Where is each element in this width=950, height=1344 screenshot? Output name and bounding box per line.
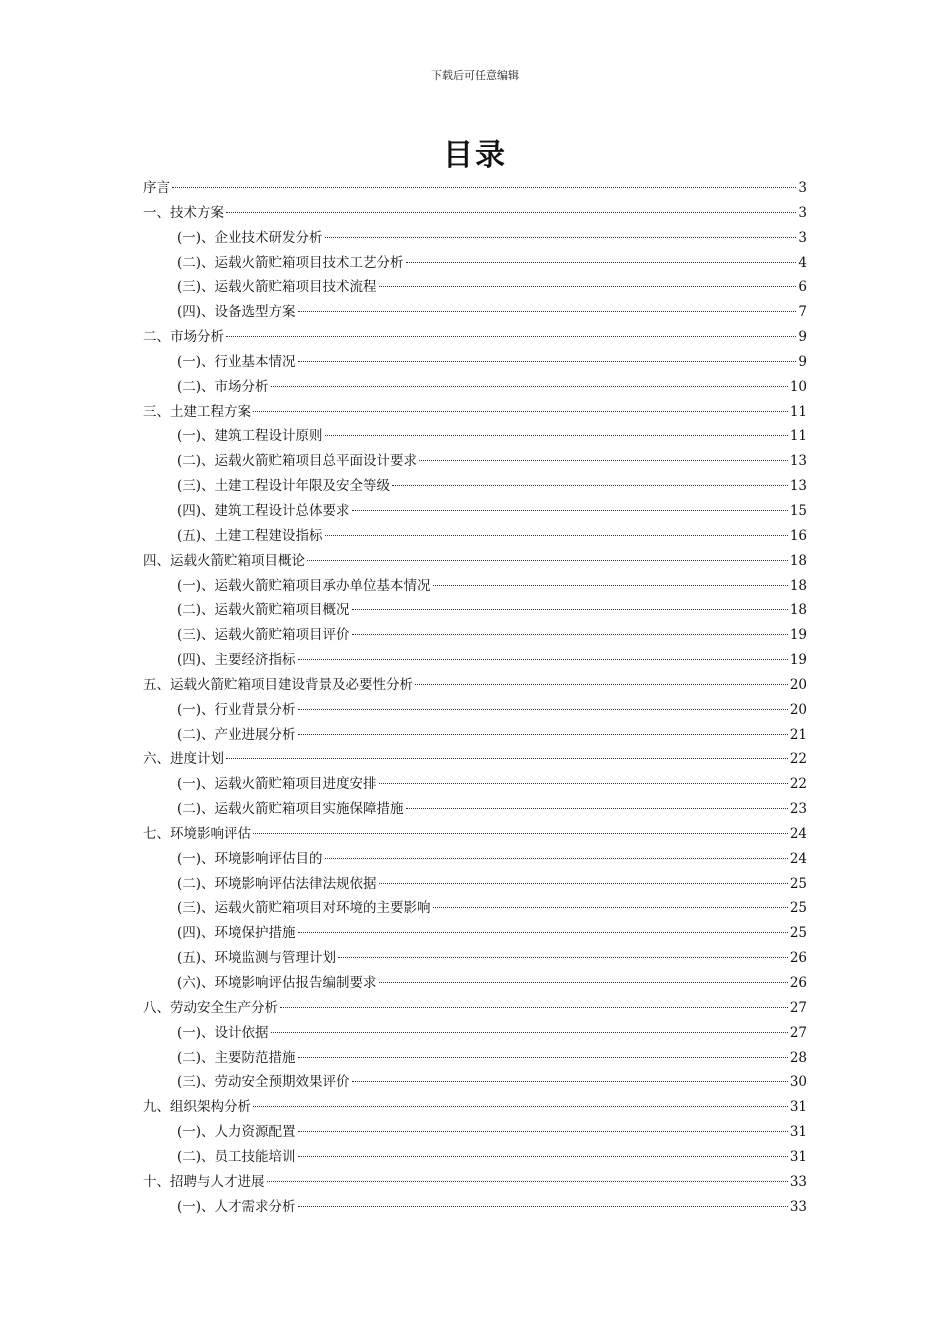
toc-entry[interactable] [143, 400, 807, 425]
toc-entry[interactable] [143, 300, 807, 325]
toc-entry-label: (四)、主要经济指标 [177, 652, 296, 669]
toc-entry[interactable] [143, 201, 807, 226]
toc-entry-label: 一、技术方案 [143, 204, 224, 221]
toc-dot-leader [172, 187, 796, 188]
toc-entry[interactable] [143, 623, 807, 648]
toc-entry[interactable] [143, 648, 807, 673]
toc-dot-leader [379, 982, 788, 983]
toc-entry[interactable] [143, 946, 807, 971]
toc-entry-page: 21 [789, 726, 807, 743]
toc-dot-leader [352, 609, 788, 610]
toc-dot-leader [298, 1057, 788, 1058]
toc-dot-leader [298, 734, 788, 735]
toc-dot-leader [298, 659, 788, 660]
toc-dot-leader [352, 510, 788, 511]
toc-entry-label: (二)、员工技能培训 [177, 1148, 296, 1165]
toc-entry-page: 24 [789, 850, 807, 867]
toc-dot-leader [379, 883, 788, 884]
toc-entry-label: (二)、运载火箭贮箱项目实施保障措施 [177, 801, 404, 818]
toc-entry-label: (五)、土建工程建设指标 [177, 527, 323, 544]
toc-entry-label: (一)、设计依据 [177, 1024, 269, 1041]
toc-entry[interactable] [143, 1021, 807, 1046]
toc-dot-leader [298, 932, 788, 933]
toc-entry[interactable] [143, 251, 807, 276]
toc-dot-leader [338, 957, 788, 958]
toc-entry-label: 九、组织架构分析 [143, 1099, 251, 1116]
toc-entry-label: 五、运载火箭贮箱项目建设背景及必要性分析 [143, 676, 413, 693]
toc-entry[interactable] [143, 723, 807, 748]
toc-entry-page: 13 [789, 453, 807, 470]
toc-dot-leader [325, 858, 788, 859]
toc-entry[interactable] [143, 176, 807, 201]
toc-entry[interactable] [143, 772, 807, 797]
page-title: 目录 [443, 138, 507, 173]
toc-entry-page: 18 [789, 577, 807, 594]
toc-entry-page: 31 [789, 1099, 807, 1116]
toc-entry[interactable] [143, 1145, 807, 1170]
toc-entry-page: 18 [789, 602, 807, 619]
toc-dot-leader [419, 460, 788, 461]
toc-entry-label: (一)、企业技术研发分析 [177, 229, 323, 246]
toc-entry-label: (二)、产业进展分析 [177, 726, 296, 743]
toc-entry-page: 16 [789, 527, 807, 544]
toc-dot-leader [379, 783, 788, 784]
toc-entry-label: (一)、人力资源配置 [177, 1124, 296, 1141]
toc-entry-label: (六)、环境影响评估报告编制要求 [177, 975, 377, 991]
toc-entry-page: 31 [789, 1148, 807, 1165]
toc-dot-leader [352, 634, 788, 635]
toc-dot-leader [226, 212, 796, 213]
toc-entry-label: (一)、行业基本情况 [177, 353, 296, 370]
toc-entry[interactable] [143, 847, 807, 872]
toc-dot-leader [253, 411, 788, 412]
toc-dot-leader [267, 1181, 788, 1182]
toc-dot-leader [415, 684, 788, 685]
toc-entry-label: (一)、人才需求分析 [177, 1198, 296, 1215]
toc-entry-label: 十、招聘与人才进展 [143, 1173, 265, 1190]
toc-entry-label: (四)、环境保护措施 [177, 925, 296, 942]
toc-entry[interactable] [143, 698, 807, 723]
toc-entry-page: 18 [789, 552, 807, 569]
toc-entry[interactable] [143, 872, 807, 897]
toc-entry[interactable] [143, 1195, 807, 1220]
toc-dot-leader [406, 262, 797, 263]
toc-entry-page: 10 [789, 378, 807, 395]
toc-entry-page: 3 [798, 180, 807, 196]
toc-entry-page: 3 [798, 204, 807, 221]
toc-entry[interactable] [143, 996, 807, 1021]
toc-entry-label: 三、土建工程方案 [143, 403, 251, 420]
toc-dot-leader [307, 560, 788, 561]
toc-entry-label: 二、市场分析 [143, 329, 224, 346]
toc-entry-label: (二)、市场分析 [177, 378, 269, 395]
toc-entry-page: 25 [789, 925, 807, 942]
toc-entry[interactable] [143, 275, 807, 300]
toc-entry-label: (三)、劳动安全预期效果评价 [177, 1074, 350, 1091]
toc-entry-page: 33 [789, 1173, 807, 1190]
toc-entry[interactable] [143, 226, 807, 251]
toc-dot-leader [271, 1032, 788, 1033]
toc-entry[interactable] [143, 921, 807, 946]
toc-entry-page: 25 [789, 875, 807, 892]
toc-entry-page: 33 [789, 1198, 807, 1215]
toc-entry-page: 22 [789, 776, 807, 793]
toc-entry-label: (三)、运载火箭贮箱项目对环境的主要影响 [177, 900, 431, 917]
toc-entry[interactable] [143, 449, 807, 474]
toc-entry-page: 11 [789, 403, 807, 420]
toc-entry[interactable] [143, 1046, 807, 1071]
toc-entry-page: 3 [798, 229, 807, 246]
toc-entry-label: (一)、运载火箭贮箱项目进度安排 [177, 776, 377, 793]
toc-entry-page: 22 [789, 751, 807, 768]
toc-entry-label: (三)、土建工程设计年限及安全等级 [177, 478, 391, 495]
toc-entry-label: 四、运载火箭贮箱项目概论 [143, 552, 305, 569]
toc-entry-page: 27 [789, 1024, 807, 1041]
toc-entry[interactable] [143, 822, 807, 847]
toc-entry[interactable] [143, 474, 807, 499]
toc-entry-page: 26 [789, 950, 807, 967]
toc-dot-leader [253, 833, 788, 834]
toc-entry-page: 30 [789, 1074, 807, 1091]
table-of-contents [143, 176, 807, 1219]
toc-dot-leader [226, 758, 788, 759]
toc-entry-label: (三)、运载火箭贮箱项目技术流程 [177, 279, 377, 296]
toc-entry[interactable] [143, 424, 807, 449]
toc-dot-leader [298, 709, 788, 710]
toc-entry[interactable] [143, 747, 807, 772]
toc-entry[interactable] [143, 549, 807, 574]
toc-dot-leader [271, 386, 788, 387]
toc-dot-leader [298, 1156, 788, 1157]
toc-entry-page: 4 [798, 254, 807, 271]
toc-entry-label: (四)、设备选型方案 [177, 304, 296, 321]
toc-entry-label: (二)、运载火箭贮箱项目技术工艺分析 [177, 254, 404, 271]
toc-dot-leader [280, 1007, 788, 1008]
toc-entry-page: 26 [789, 975, 807, 991]
toc-entry-label: (一)、环境影响评估目的 [177, 850, 323, 867]
toc-entry-label: (一)、建筑工程设计原则 [177, 428, 323, 445]
toc-dot-leader [325, 237, 797, 238]
toc-entry-label: (二)、主要防范措施 [177, 1049, 296, 1066]
toc-entry-label: (一)、行业背景分析 [177, 701, 296, 718]
toc-entry-label: (一)、运载火箭贮箱项目承办单位基本情况 [177, 577, 431, 594]
toc-entry-label: (五)、环境监测与管理计划 [177, 950, 337, 967]
toc-entry[interactable] [143, 375, 807, 400]
toc-entry-page: 19 [789, 627, 807, 644]
toc-entry-label: 七、环境影响评估 [143, 825, 251, 842]
toc-entry[interactable] [143, 1170, 807, 1195]
toc-entry-label: 序言 [143, 180, 170, 196]
toc-dot-leader [325, 535, 788, 536]
toc-entry-page: 7 [798, 304, 807, 321]
toc-entry-page: 20 [789, 701, 807, 718]
toc-dot-leader [352, 1081, 788, 1082]
toc-entry-page: 19 [789, 652, 807, 669]
toc-dot-leader [392, 485, 788, 486]
toc-dot-leader [253, 1106, 788, 1107]
toc-dot-leader [298, 1131, 788, 1132]
toc-entry[interactable] [143, 325, 807, 350]
toc-entry-page: 28 [789, 1049, 807, 1066]
toc-entry-page: 6 [798, 279, 807, 296]
toc-entry-label: (二)、运载火箭贮箱项目总平面设计要求 [177, 453, 418, 470]
toc-entry-label: 六、进度计划 [143, 751, 224, 768]
toc-entry-label: (二)、环境影响评估法律法规依据 [177, 875, 377, 892]
toc-entry[interactable] [143, 896, 807, 921]
toc-entry[interactable] [143, 1095, 807, 1120]
toc-entry-page: 11 [789, 428, 807, 445]
toc-entry[interactable] [143, 598, 807, 623]
toc-entry-page: 23 [789, 801, 807, 818]
toc-entry[interactable] [143, 524, 807, 549]
toc-entry-label: (三)、运载火箭贮箱项目评价 [177, 627, 350, 644]
toc-dot-leader [226, 336, 796, 337]
toc-entry-page: 9 [798, 329, 807, 346]
toc-entry[interactable] [143, 971, 807, 996]
toc-dot-leader [406, 808, 788, 809]
toc-entry[interactable] [143, 574, 807, 599]
toc-entry-label: (四)、建筑工程设计总体要求 [177, 502, 350, 519]
toc-entry[interactable] [143, 499, 807, 524]
toc-entry-page: 9 [798, 353, 807, 370]
toc-entry-page: 15 [789, 502, 807, 519]
toc-entry[interactable] [143, 1070, 807, 1095]
toc-entry-page: 27 [789, 999, 807, 1016]
toc-dot-leader [379, 286, 797, 287]
page-header: 下载后可任意编辑 [431, 69, 519, 82]
toc-entry-label: 八、劳动安全生产分析 [143, 999, 278, 1016]
toc-entry-page: 24 [789, 825, 807, 842]
toc-dot-leader [325, 435, 788, 436]
toc-entry-page: 25 [789, 900, 807, 917]
toc-entry-page: 20 [789, 676, 807, 693]
toc-entry[interactable] [143, 350, 807, 375]
toc-dot-leader [433, 585, 788, 586]
toc-dot-leader [298, 1206, 788, 1207]
toc-entry[interactable] [143, 1120, 807, 1145]
toc-entry-page: 31 [789, 1124, 807, 1141]
toc-entry[interactable] [143, 797, 807, 822]
toc-entry-page: 13 [789, 478, 807, 495]
toc-entry[interactable] [143, 673, 807, 698]
toc-dot-leader [298, 361, 797, 362]
toc-entry-label: (二)、运载火箭贮箱项目概况 [177, 602, 350, 619]
toc-dot-leader [298, 311, 797, 312]
toc-dot-leader [433, 907, 788, 908]
